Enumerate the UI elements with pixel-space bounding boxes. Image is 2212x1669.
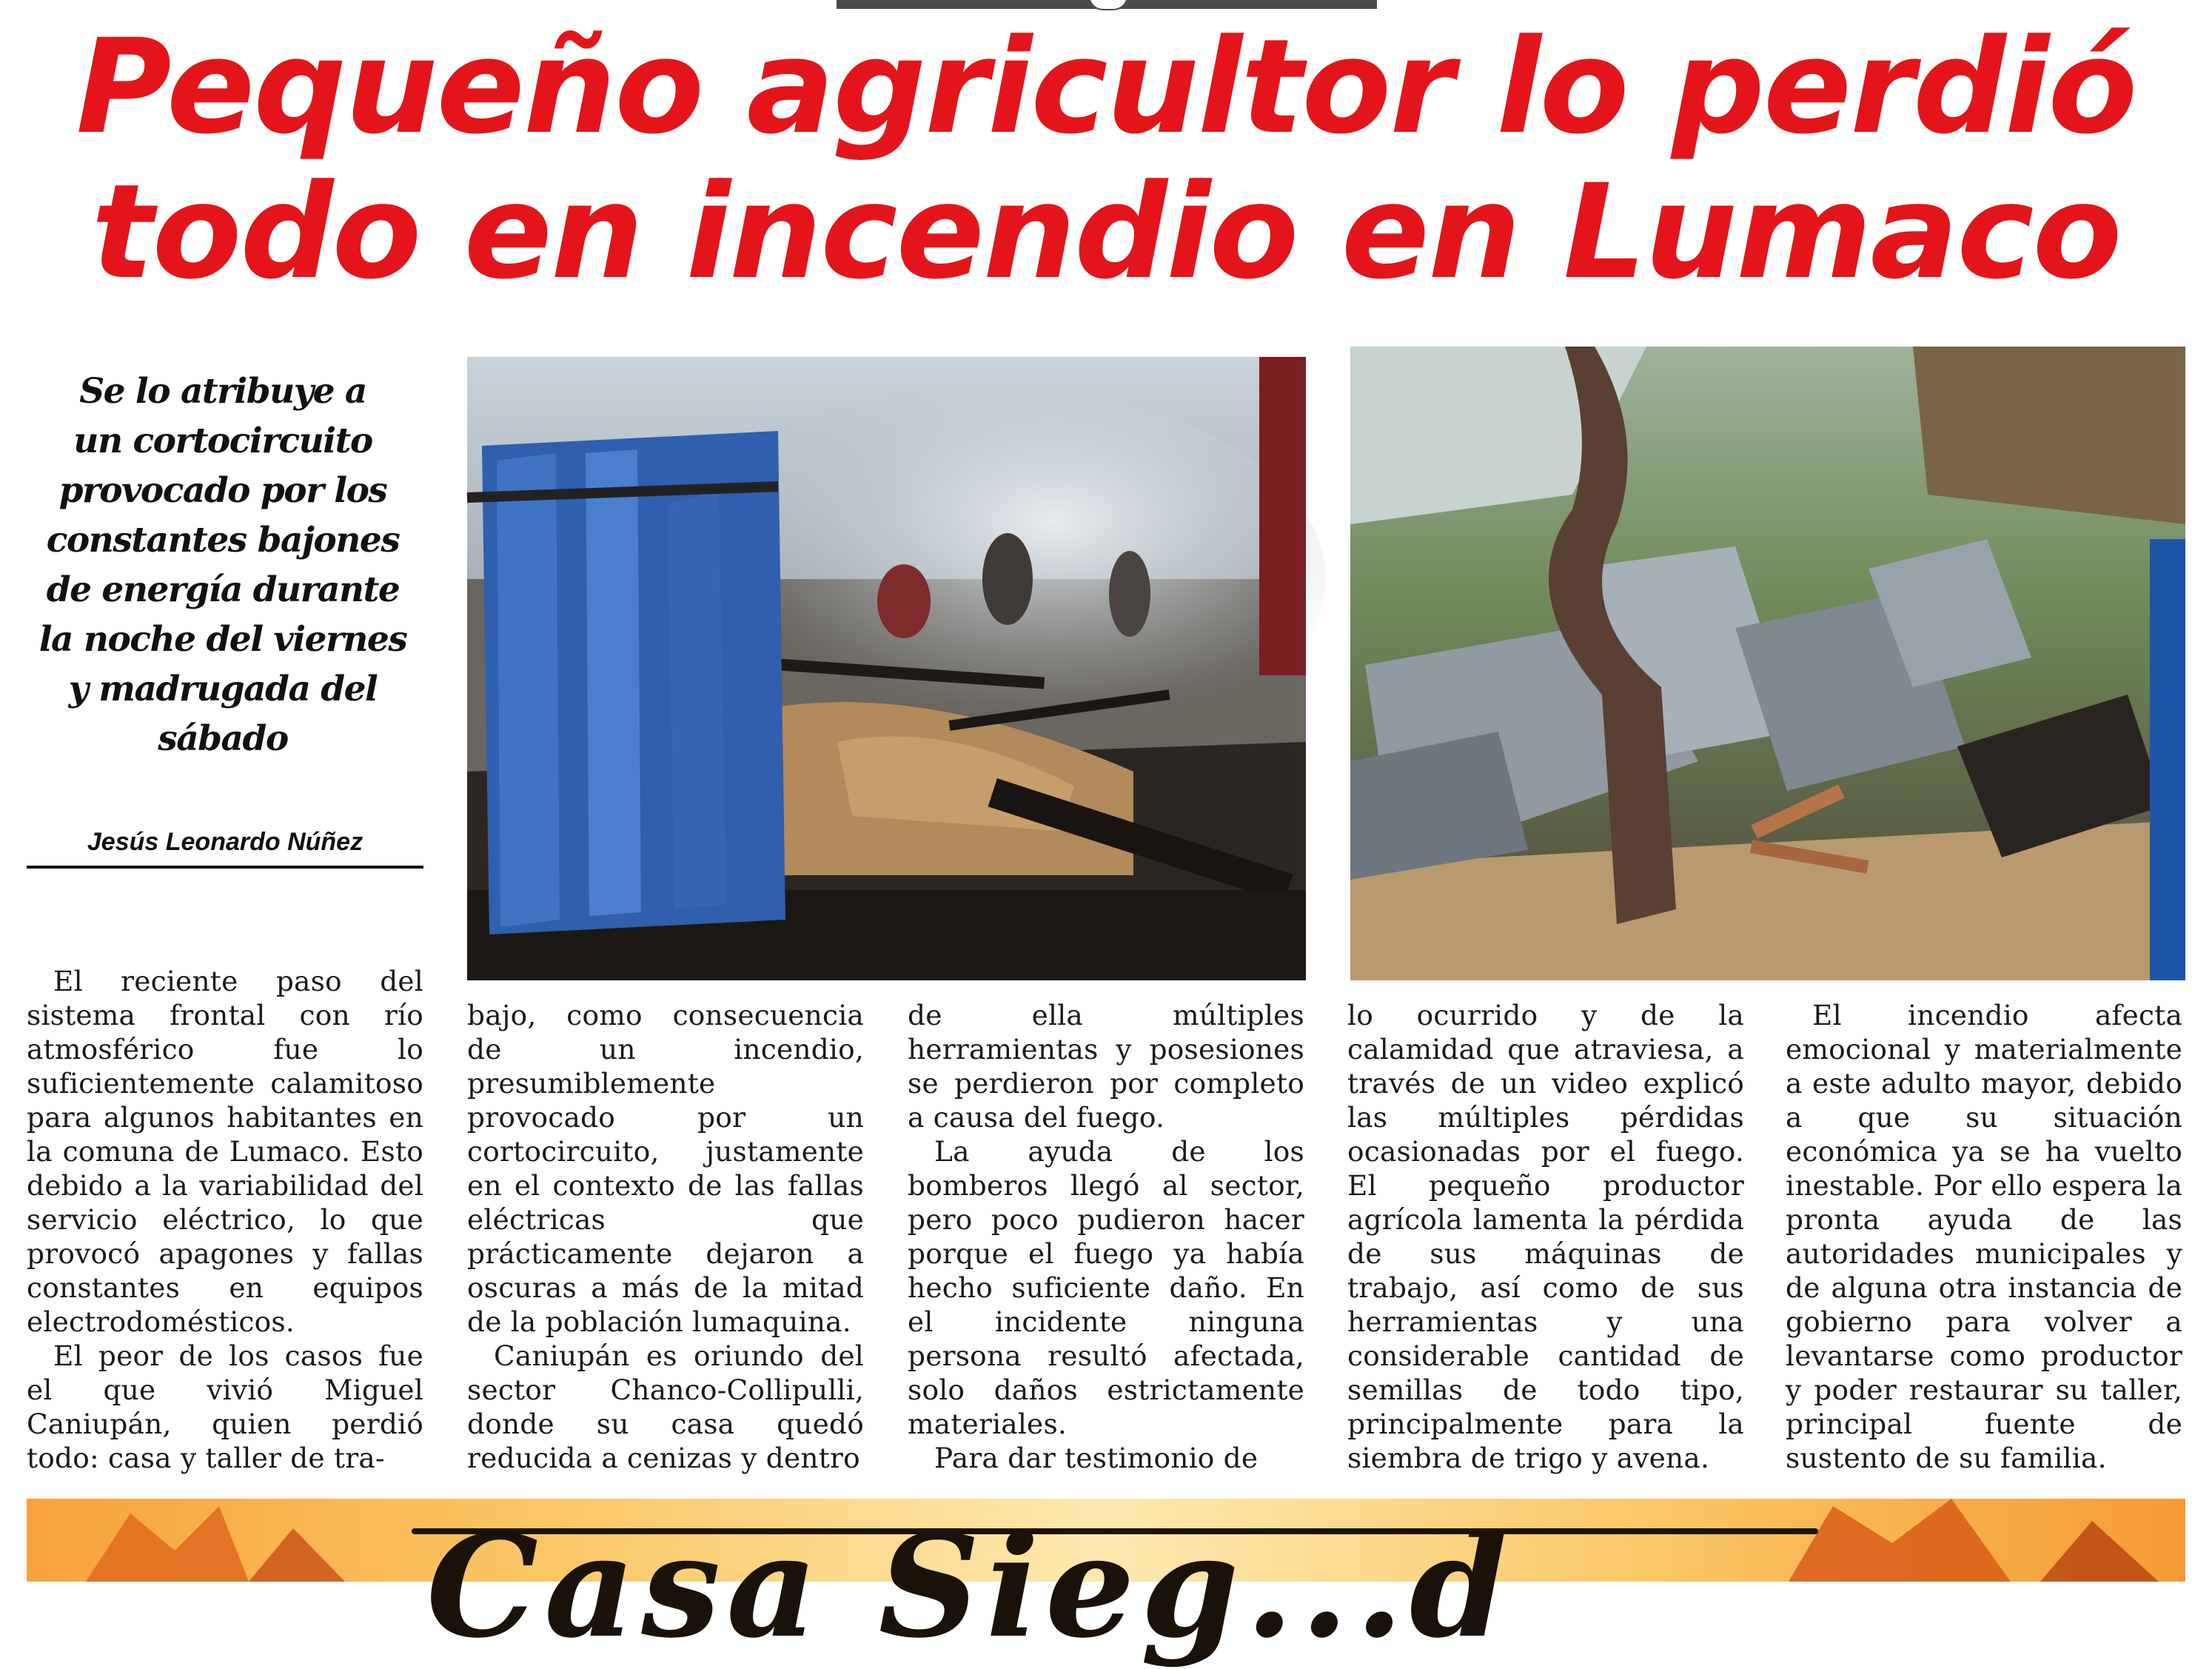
paragraph: La ayuda de los bomberos llegó al sector, pero poco pudieron hacer porque el fuego ya había hecho suficiente daño. En el incidente ninguna persona resultó afectada, solo daños estrictamente materiales. — [908, 1135, 1304, 1440]
headline-line-2: todo en incendio en Lumaco — [91, 156, 2121, 308]
advertisement-title: Casa Sieg...d — [426, 1504, 1514, 1669]
article-headline — [0, 11, 2212, 308]
article-column-2 — [467, 998, 864, 1475]
article-column-3 — [908, 998, 1304, 1475]
collapsed-roof-photo — [1350, 347, 2185, 980]
article-deck — [27, 367, 419, 763]
headline-line-1: Pequeño agricultor lo perdió — [76, 11, 2136, 163]
article-byline: Jesús Leonardo Núñez — [27, 828, 423, 869]
deck-line: provocado por los — [58, 470, 387, 511]
burned-workshop-photo — [467, 357, 1306, 980]
paragraph: El incendio afecta emocional y materialmente a este adulto mayor, debido a que su situación económica ya se ha vuelto inestable. Por ello espera la pronta ayuda de las autoridades municipales y de alguna otra instancia de gobierno para volver a levantarse como productor y poder restaurar su taller, principal fuente de sustento de su familia. — [1786, 999, 2182, 1474]
deck-line: un cortocircuito — [73, 421, 372, 461]
burned-workshop-icon — [467, 357, 1306, 980]
paragraph: El reciente paso del sistema frontal con río atmosférico fue lo suficientemente calamitoso para algunos habitantes en la comuna de Lumaco. Esto debido a la variabilidad del servicio eléctrico, lo que provocó apagones y fallas constantes en equipos electrodomésticos. — [27, 965, 423, 1338]
deck-line: Se lo atribuye a — [79, 371, 366, 412]
paragraph: bajo, como consecuencia de un incendio, presumiblemente provocado por un cortocircuito, justamente en el contexto de las fallas eléctricas que prácticamente dejaron a oscuras a más de la mitad de la población lumaquina. — [467, 999, 864, 1338]
paragraph: El peor de los casos fue el que vivió Miguel Caniupán, quien perdió todo: casa y taller de tra- — [27, 1339, 423, 1474]
deck-line: y madrugada del — [68, 669, 378, 709]
paragraph: de ella múltiples herramientas y posesiones se perdieron por completo a causa del fuego. — [908, 999, 1304, 1134]
article-column-1 — [27, 964, 423, 1475]
masthead-emblem-icon — [1088, 0, 1128, 10]
article-column-5 — [1786, 998, 2182, 1475]
deck-line: sábado — [158, 718, 288, 759]
paragraph: Caniupán es oriundo del sector Chanco-Collipulli, donde su casa quedó reducida a cenizas y dentro — [467, 1339, 864, 1474]
paragraph: Para dar testimonio de — [934, 1442, 1259, 1474]
deck-line: la noche del viernes — [38, 619, 407, 660]
deck-line: constantes bajones — [46, 520, 400, 561]
deck-line: de energía durante — [46, 569, 400, 610]
paragraph: lo ocurrido y de la calamidad que atraviesa, a través de un video explicó las múltiples pérdidas ocasionadas por el fuego. El pequeño productor agrícola lamenta la pérdida de sus máquinas de trabajo, así como de sus herramientas y una considerable cantidad de semillas de todo tipo, principalmente para la siembra de trigo y avena. — [1347, 999, 1744, 1474]
collapsed-roof-icon — [1350, 347, 2185, 980]
article-column-4 — [1347, 998, 1744, 1475]
masthead-bar — [837, 0, 1377, 9]
advertisement-banner — [27, 1499, 2185, 1669]
